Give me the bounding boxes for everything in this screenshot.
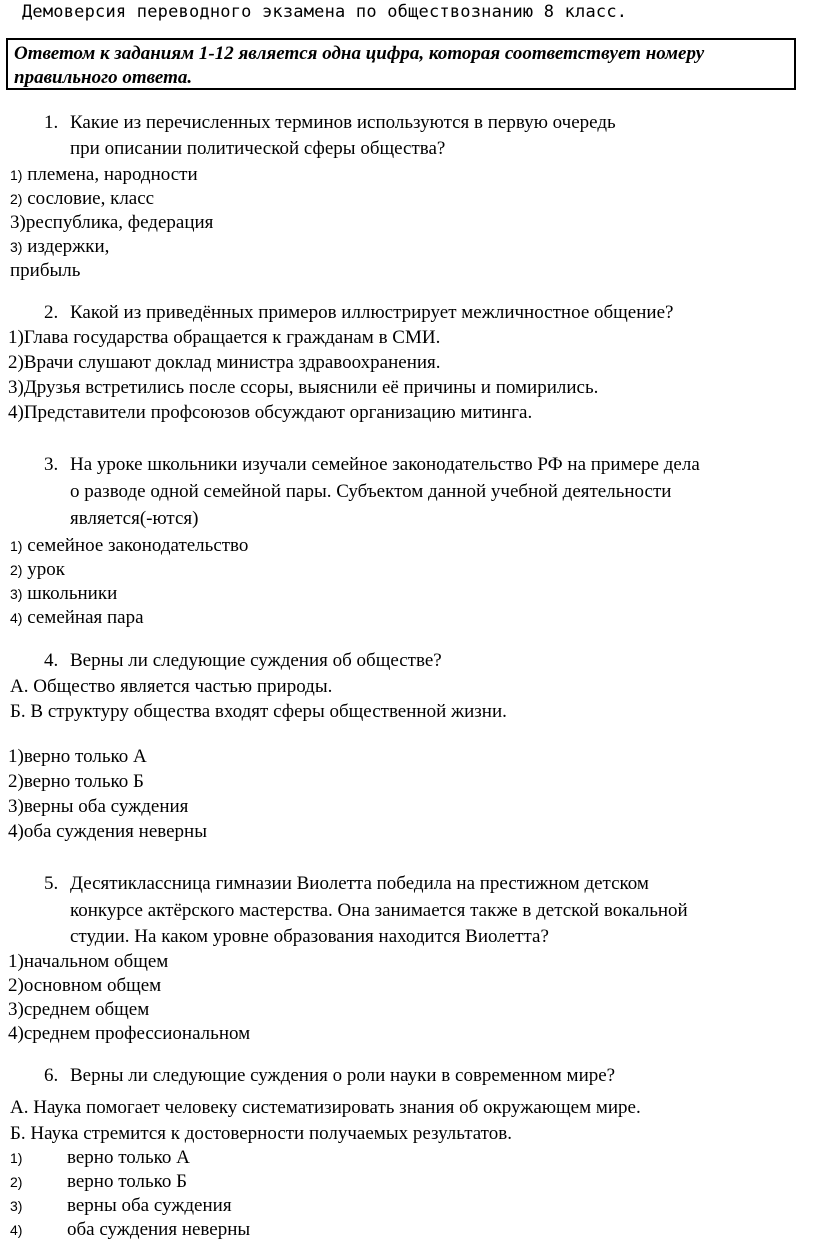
- q5-option-4: 4)среднем профессиональном: [8, 1023, 251, 1044]
- q6-statement-b: Б. Наука стремится к достоверности получаемых результатов.: [10, 1123, 512, 1144]
- q3-text-1: На уроке школьники изучали семейное законодательство РФ на примере дела: [70, 454, 700, 475]
- q1-text-1: Какие из перечисленных терминов используются в первую очередь: [70, 112, 616, 133]
- q4-number: 4.: [44, 650, 59, 671]
- q3-option-3: 3) школьники: [10, 583, 118, 604]
- instruction-box: [6, 38, 796, 90]
- q1-text-2: при описании политической сферы общества?: [70, 138, 446, 159]
- q4-question: [44, 649, 442, 673]
- q1-option-3: 3)республика, федерация: [10, 212, 214, 233]
- page-header: Демоверсия переводного экзамена по обществознанию 8 класс.: [22, 2, 628, 22]
- q2-text: Какой из приведённых примеров иллюстрирует межличностное общение?: [70, 302, 674, 323]
- q4-statement-a: А. Общество является частью природы.: [10, 676, 333, 697]
- q5-option-1: 1)начальном общем: [8, 951, 169, 972]
- q1-option-1: 1) племена, народности: [10, 164, 198, 185]
- q4-text: Верны ли следующие суждения об обществе?: [70, 650, 442, 671]
- q3-number: 3.: [44, 454, 59, 475]
- q3-question: [44, 453, 700, 477]
- q3-option-4: 4) семейная пара: [10, 607, 144, 628]
- q3-option-1: 1) семейное законодательство: [10, 535, 249, 556]
- q2-question: [44, 301, 673, 325]
- q3-option-2: 2) урок: [10, 559, 65, 580]
- q1-number: 1.: [44, 112, 59, 133]
- q5-number: 5.: [44, 873, 59, 894]
- q4-option-1: 1)верно только А: [8, 746, 147, 767]
- q5-question: [44, 872, 649, 896]
- q1-option-4-cont: прибыль: [10, 260, 81, 281]
- q6-option-1: 1) верно только А: [10, 1147, 190, 1168]
- q5-option-2: 2)основном общем: [8, 975, 162, 996]
- q6-option-2: 2) верно только Б: [10, 1171, 188, 1192]
- q5-text-3: студии. На каком уровне образования находится Виолетта?: [70, 926, 549, 947]
- q1-question: [44, 111, 616, 135]
- q2-option-4: 4)Представители профсоюзов обсуждают организацию митинга.: [8, 402, 533, 423]
- q6-statement-a: А. Наука помогает человеку систематизировать знания об окружающем мире.: [10, 1097, 641, 1118]
- q4-option-4: 4)оба суждения неверны: [8, 821, 207, 842]
- q2-option-2: 2)Врачи слушают доклад министра здравоохранения.: [8, 352, 441, 373]
- q6-number: 6.: [44, 1065, 59, 1086]
- q3-text-3: является(-ются): [70, 508, 199, 529]
- q2-number: 2.: [44, 302, 59, 323]
- q4-option-2: 2)верно только Б: [8, 771, 144, 792]
- q2-option-3: 3)Друзья встретились после ссоры, выяснили её причины и помирились.: [8, 377, 599, 398]
- q6-option-3: 3) верны оба суждения: [10, 1195, 232, 1216]
- q2-option-1: 1)Глава государства обращается к гражданам в СМИ.: [8, 327, 441, 348]
- q5-option-3: 3)среднем общем: [8, 999, 150, 1020]
- q5-text-1: Десятиклассница гимназии Виолетта победила на престижном детском: [70, 873, 649, 894]
- q4-option-3: 3)верны оба суждения: [8, 796, 189, 817]
- q6-text: Верны ли следующие суждения о роли науки в современном мире?: [70, 1065, 616, 1086]
- q6-question: [44, 1064, 615, 1088]
- instruction-line-2: правильного ответа.: [14, 67, 193, 88]
- q5-text-2: конкурсе актёрского мастерства. Она занимается также в детской вокальной: [70, 900, 688, 921]
- instruction-line-1: Ответом к заданиям 1-12 является одна цифра, которая соответствует номеру: [14, 43, 705, 64]
- q4-statement-b: Б. В структуру общества входят сферы общественной жизни.: [10, 701, 507, 722]
- q3-text-2: о разводе одной семейной пары. Субъектом данной учебной деятельности: [70, 481, 672, 502]
- q6-option-4: 4) оба суждения неверны: [10, 1219, 251, 1240]
- q1-option-2: 2) сословие, класс: [10, 188, 155, 209]
- q1-option-4: 3) издержки,: [10, 236, 110, 257]
